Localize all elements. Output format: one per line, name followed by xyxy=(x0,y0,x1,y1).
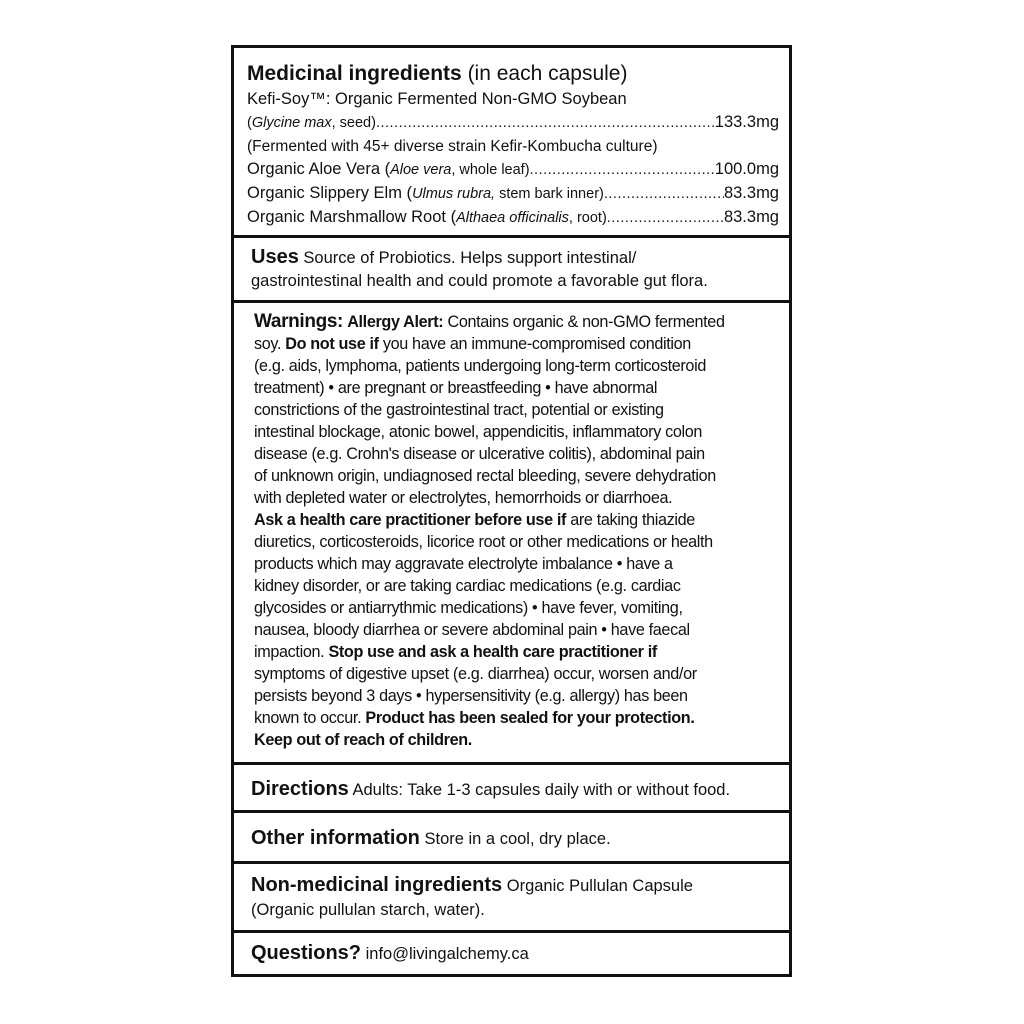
directions-section xyxy=(234,776,789,803)
warnings-text: you have an immune-compromised condition xyxy=(378,335,691,353)
ingredient-amount: 83.3mg xyxy=(723,208,779,226)
warnings-text: are taking thiazide xyxy=(566,511,695,529)
section-divider xyxy=(234,861,789,864)
dot-leader xyxy=(530,159,715,182)
other-information-section xyxy=(234,825,789,852)
non-medicinal-ingredients-heading: Non-medicinal ingredients xyxy=(251,874,503,896)
ingredient-line: (Glycine max, seed) ..... 133.3mg xyxy=(247,111,779,135)
section-divider xyxy=(234,762,789,765)
section-divider xyxy=(234,300,789,303)
ask-practitioner-label: Ask a health care practitioner before use if xyxy=(254,511,567,529)
ingredient-amount: 133.3mg xyxy=(714,113,779,131)
kefi-soy-line: Kefi-Soy™: Organic Fermented Non-GMO Soybean xyxy=(247,90,627,108)
non-medicinal-ingredients-text: Organic Pullulan Capsule xyxy=(506,877,693,895)
ingredient-line: Organic Slippery Elm (Ulmus rubra, stem bark inner) ..... 83.3mg xyxy=(247,182,779,206)
warnings-text: products which may aggravate electrolyte imbalance • have a xyxy=(254,555,673,573)
uses-section xyxy=(234,246,789,293)
warnings-text: glycosides or antiarrythmic medications) • have fever, vomiting, xyxy=(254,599,683,617)
non-medicinal-ingredients-line2: (Organic pullulan starch, water). xyxy=(251,901,485,919)
warnings-section xyxy=(234,311,789,751)
warnings-text: constrictions of the gastrointestinal tract, potential or existing xyxy=(254,401,664,419)
warnings-text: intestinal blockage, atonic bowel, appendicitis, inflammatory colon xyxy=(254,423,703,441)
warnings-text: impaction. xyxy=(254,643,329,661)
contact-email: info@livingalchemy.ca xyxy=(365,945,529,963)
warnings-text: with depleted water or electrolytes, hemorrhoids or diarrhoea. xyxy=(254,489,673,507)
non-medicinal-ingredients-section xyxy=(234,872,789,922)
medicinal-ingredients-subheading: (in each capsule) xyxy=(467,62,628,85)
warnings-text: nausea, bloody diarrhea or severe abdominal pain • have faecal xyxy=(254,621,690,639)
warnings-text: diuretics, corticosteroids, licorice root or other medications or health xyxy=(254,533,713,551)
questions-heading: Questions? xyxy=(251,942,362,964)
warnings-text: soy. xyxy=(254,335,286,353)
warnings-heading: Warnings: xyxy=(254,311,344,332)
other-information-text: Store in a cool, dry place. xyxy=(424,830,611,848)
medicinal-ingredients-heading: Medicinal ingredients xyxy=(247,62,462,85)
uses-text-line2: gastrointestinal health and could promote a favorable gut flora. xyxy=(251,272,708,290)
keep-out-of-reach-notice: Keep out of reach of children. xyxy=(254,731,472,749)
uses-heading: Uses xyxy=(251,246,299,268)
warnings-text: disease (e.g. Crohn's disease or ulcerative colitis), abdominal pain xyxy=(254,445,705,463)
section-divider xyxy=(234,930,789,933)
stop-use-label: Stop use and ask a health care practitioner if xyxy=(328,643,657,661)
warnings-text: of unknown origin, undiagnosed rectal bleeding, severe dehydration xyxy=(254,467,716,485)
warnings-text: Contains organic & non-GMO fermented xyxy=(443,313,725,331)
allergy-alert-label: Allergy Alert: xyxy=(347,313,444,331)
directions-text: Adults: Take 1-3 capsules daily with or without food. xyxy=(352,781,731,799)
warnings-text: known to occur. xyxy=(254,709,366,727)
ingredient-amount: 100.0mg xyxy=(714,160,779,178)
directions-heading: Directions xyxy=(251,778,349,800)
sealed-notice: Product has been sealed for your protection. xyxy=(365,709,695,727)
ingredient-amount: 83.3mg xyxy=(723,184,779,202)
fermented-note: (Fermented with 45+ diverse strain Kefir-Kombucha culture) xyxy=(247,138,658,155)
warnings-text: (e.g. aids, lymphoma, patients undergoing long-term corticosteroid xyxy=(254,357,706,375)
other-information-heading: Other information xyxy=(251,827,420,849)
warnings-text: persists beyond 3 days • hypersensitivity (e.g. allergy) has been xyxy=(254,687,688,705)
dot-leader xyxy=(607,207,724,230)
do-not-use-label: Do not use if xyxy=(285,335,379,353)
warnings-text: treatment) • are pregnant or breastfeeding • have abnormal xyxy=(254,379,658,397)
questions-section xyxy=(234,939,789,968)
warnings-text: symptoms of digestive upset (e.g. diarrhea) occur, worsen and/or xyxy=(254,665,697,683)
product-label-panel xyxy=(231,45,792,977)
dot-leader xyxy=(376,112,715,135)
uses-text: Source of Probiotics. Helps support intestinal/ xyxy=(303,249,637,267)
ingredient-line: Organic Aloe Vera (Aloe vera, whole leaf) ..... 100.0mg xyxy=(247,158,779,182)
section-divider xyxy=(234,235,789,238)
ingredient-line: Organic Marshmallow Root (Althaea officinalis, root) ..... 83.3mg xyxy=(247,206,779,230)
section-divider xyxy=(234,810,789,813)
warnings-text: kidney disorder, or are taking cardiac medications (e.g. cardiac xyxy=(254,577,681,595)
dot-leader xyxy=(604,183,724,206)
medicinal-ingredients-section xyxy=(234,60,789,230)
